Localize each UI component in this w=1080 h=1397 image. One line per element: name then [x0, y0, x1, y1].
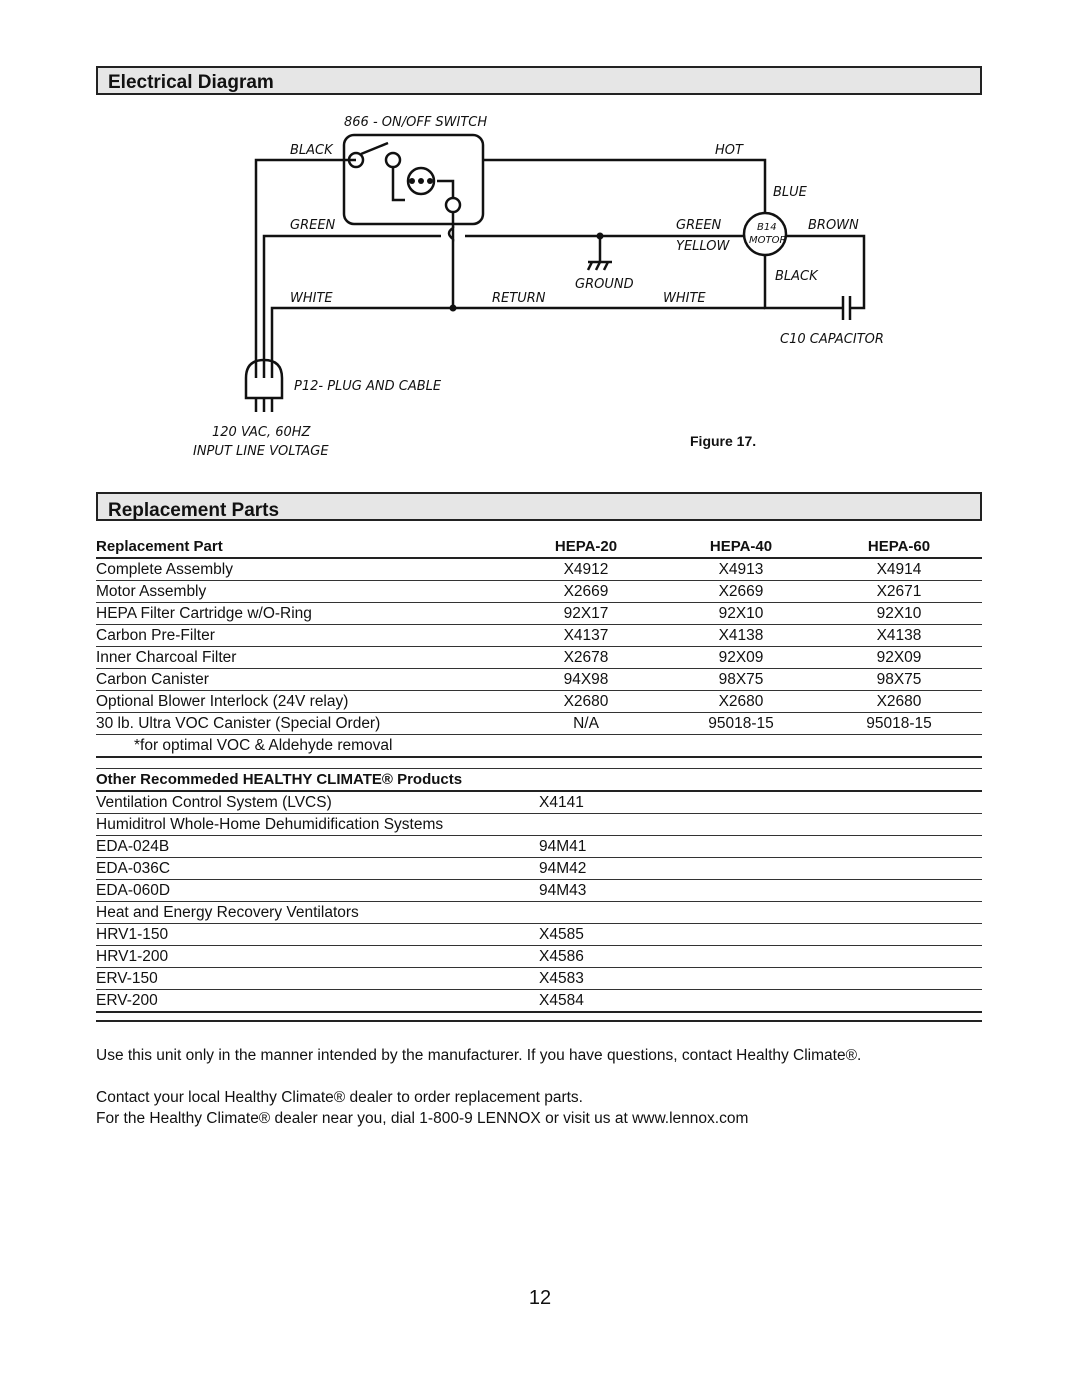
yellow-label: YELLOW — [676, 239, 730, 254]
table-row — [96, 836, 982, 858]
table-header-row — [96, 536, 982, 558]
column-header: Other Recommeded HEALTHY CLIMATE® Products — [96, 769, 982, 792]
section-title: Replacement Parts — [108, 500, 280, 521]
green-left-label: GREEN — [290, 218, 336, 233]
other-products-table — [96, 768, 982, 1013]
part-name: Carbon Pre-Filter — [96, 625, 506, 647]
switch-label: 866 - ON/OFF SWITCH — [344, 115, 488, 130]
table-row — [96, 990, 982, 1013]
part-number: 94X98 — [506, 669, 666, 691]
motor-id-label: B14 — [757, 222, 777, 233]
hot-wire — [483, 160, 765, 213]
column-header: HEPA-40 — [666, 536, 816, 558]
table-row — [96, 558, 982, 581]
part-number: 98X75 — [666, 669, 816, 691]
part-number: 92X10 — [816, 603, 982, 625]
part-number: X4585 — [539, 924, 982, 946]
column-header: HEPA-20 — [506, 536, 666, 558]
table-row — [96, 924, 982, 946]
product-name: HRV1-200 — [96, 946, 539, 968]
part-number: 92X09 — [816, 647, 982, 669]
part-number: X4913 — [666, 558, 816, 581]
product-name: HRV1-150 — [96, 924, 539, 946]
part-number: X4141 — [539, 791, 982, 814]
table-note-row — [96, 735, 982, 758]
part-number: X2669 — [506, 581, 666, 603]
product-name: ERV-150 — [96, 968, 539, 990]
product-name: Ventilation Control System (LVCS) — [96, 791, 539, 814]
table-row — [96, 603, 982, 625]
switch-lever — [361, 143, 388, 154]
part-name: HEPA Filter Cartridge w/O-Ring — [96, 603, 506, 625]
capacitor-label: C10 CAPACITOR — [780, 332, 884, 347]
black-right-label: BLACK — [775, 269, 818, 284]
table-row — [96, 858, 982, 880]
part-number: 92X10 — [666, 603, 816, 625]
product-name: EDA-036C — [96, 858, 539, 880]
part-name: 30 lb. Ultra VOC Canister (Special Order) — [96, 713, 506, 735]
hot-label: HOT — [715, 143, 743, 158]
part-number: 98X75 — [816, 669, 982, 691]
electrical-diagram-header — [96, 66, 982, 95]
part-number: X4583 — [539, 968, 982, 990]
part-number: 94M43 — [539, 880, 982, 902]
table-row — [96, 902, 982, 924]
section-title: Electrical Diagram — [108, 72, 274, 93]
ground-label: GROUND — [575, 277, 634, 292]
part-name: Inner Charcoal Filter — [96, 647, 506, 669]
product-name: ERV-200 — [96, 990, 539, 1013]
brown-label: BROWN — [808, 218, 859, 233]
table-row — [96, 713, 982, 735]
part-name: Carbon Canister — [96, 669, 506, 691]
blue-label: BLUE — [773, 185, 807, 200]
part-number: X4137 — [506, 625, 666, 647]
table-row — [96, 791, 982, 814]
replacement-parts-table — [96, 536, 982, 758]
part-number: X4138 — [816, 625, 982, 647]
column-header: HEPA-60 — [816, 536, 982, 558]
part-number: 95018-15 — [666, 713, 816, 735]
table-row — [96, 669, 982, 691]
table-row — [96, 880, 982, 902]
product-name: EDA-060D — [96, 880, 539, 902]
product-name: Heat and Energy Recovery Ventilators — [96, 902, 539, 924]
voltage-label: 120 VAC, 60HZ — [212, 425, 311, 440]
table-header-row — [96, 769, 982, 792]
part-number: X4914 — [816, 558, 982, 581]
table-row — [96, 647, 982, 669]
dealer-notice: Contact your local Healthy Climate® dealer to order replacement parts. — [96, 1089, 583, 1106]
part-number: X4138 — [666, 625, 816, 647]
part-number: X2680 — [666, 691, 816, 713]
part-number: X4584 — [539, 990, 982, 1013]
product-name: EDA-024B — [96, 836, 539, 858]
part-number: N/A — [506, 713, 666, 735]
part-number: 92X09 — [666, 647, 816, 669]
white-left-label: WHITE — [290, 291, 333, 306]
part-number: 94M42 — [539, 858, 982, 880]
part-number — [539, 814, 982, 836]
part-number: X2678 — [506, 647, 666, 669]
plug-label: P12- PLUG AND CABLE — [294, 379, 442, 394]
part-name: Motor Assembly — [96, 581, 506, 603]
part-number: X4912 — [506, 558, 666, 581]
part-number: 94M41 — [539, 836, 982, 858]
green-right-label: GREEN — [676, 218, 722, 233]
table-row — [96, 691, 982, 713]
table-row — [96, 814, 982, 836]
black-left-label: BLACK — [290, 143, 333, 158]
page-number: 12 — [528, 1287, 552, 1309]
part-number: X2671 — [816, 581, 982, 603]
product-name: Humiditrol Whole-Home Dehumidification Systems — [96, 814, 539, 836]
table-footnote: *for optimal VOC & Aldehyde removal — [96, 735, 982, 758]
fuse — [449, 228, 453, 239]
replacement-parts-header — [96, 492, 982, 521]
usage-notice: Use this unit only in the manner intended by the manufacturer. If you have questions, contact Healthy Climate®. — [96, 1047, 862, 1064]
part-number: X2680 — [506, 691, 666, 713]
part-number: 95018-15 — [816, 713, 982, 735]
table-row — [96, 625, 982, 647]
table-row — [96, 946, 982, 968]
wiring-diagram — [0, 100, 1080, 470]
return-label: RETURN — [492, 291, 546, 306]
part-number — [539, 902, 982, 924]
part-name: Complete Assembly — [96, 558, 506, 581]
white-right-label: WHITE — [663, 291, 706, 306]
figure-caption: Figure 17. — [690, 433, 757, 449]
switch-terminal — [386, 153, 400, 167]
column-header: Replacement Part — [96, 536, 506, 558]
voltage-desc-label: INPUT LINE VOLTAGE — [193, 444, 329, 459]
table-row — [96, 968, 982, 990]
table-row — [96, 581, 982, 603]
part-number: 92X17 — [506, 603, 666, 625]
motor-label: MOTOR — [749, 235, 787, 246]
part-number: X2669 — [666, 581, 816, 603]
part-name: Optional Blower Interlock (24V relay) — [96, 691, 506, 713]
divider — [96, 1020, 982, 1022]
contact-notice: For the Healthy Climate® dealer near you, dial 1-800-9 LENNOX or visit us at www.lennox.com — [96, 1110, 749, 1127]
part-number: X4586 — [539, 946, 982, 968]
motor-circle — [744, 213, 786, 255]
part-number: X2680 — [816, 691, 982, 713]
